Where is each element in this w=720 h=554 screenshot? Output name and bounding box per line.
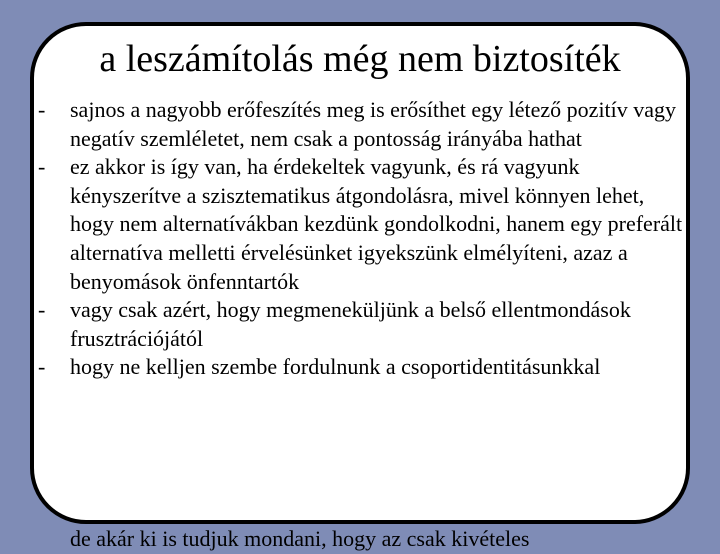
bullet-item xyxy=(38,296,688,353)
slide-title: a leszámítolás még nem biztosíték xyxy=(99,38,621,80)
bullet-text: sajnos a nagyobb erőfeszítés meg is erősíthet egy létező pozitív vagy negatív szemléletet, nem csak a pontosság irányába hathat xyxy=(70,97,677,151)
bullet-marker: - xyxy=(38,154,46,180)
bullet-marker: - xyxy=(38,97,46,122)
bullet-item xyxy=(38,353,688,382)
bullet-text: ez akkor is így van, ha érdekeltek vagyunk, és rá vagyunk kényszerítve a szisztematikus átgondolásra, mivel könnyen lehet, hogy nem alternatívákban kezdünk gondolkodni, hanem egy preferált alternatíva melletti érvelésünket igyekszünk elmélyíteni, azaz a benyomások önfenntartók xyxy=(70,154,683,294)
bullet-marker: - xyxy=(38,297,46,323)
overflow-text: de akár ki is tudjuk mondani, hogy az csak kivételes xyxy=(70,526,530,551)
bullet-list xyxy=(38,96,688,382)
bullet-marker: - xyxy=(38,354,46,380)
bullet-text: vagy csak azért, hogy megmeneküljünk a belső ellentmondások frusztrációjától xyxy=(70,297,631,351)
bullet-text: hogy ne kelljen szembe fordulnunk a csoportidentitásunkkal xyxy=(70,354,601,380)
bullet-item xyxy=(38,96,688,153)
bullet-item xyxy=(38,153,688,296)
